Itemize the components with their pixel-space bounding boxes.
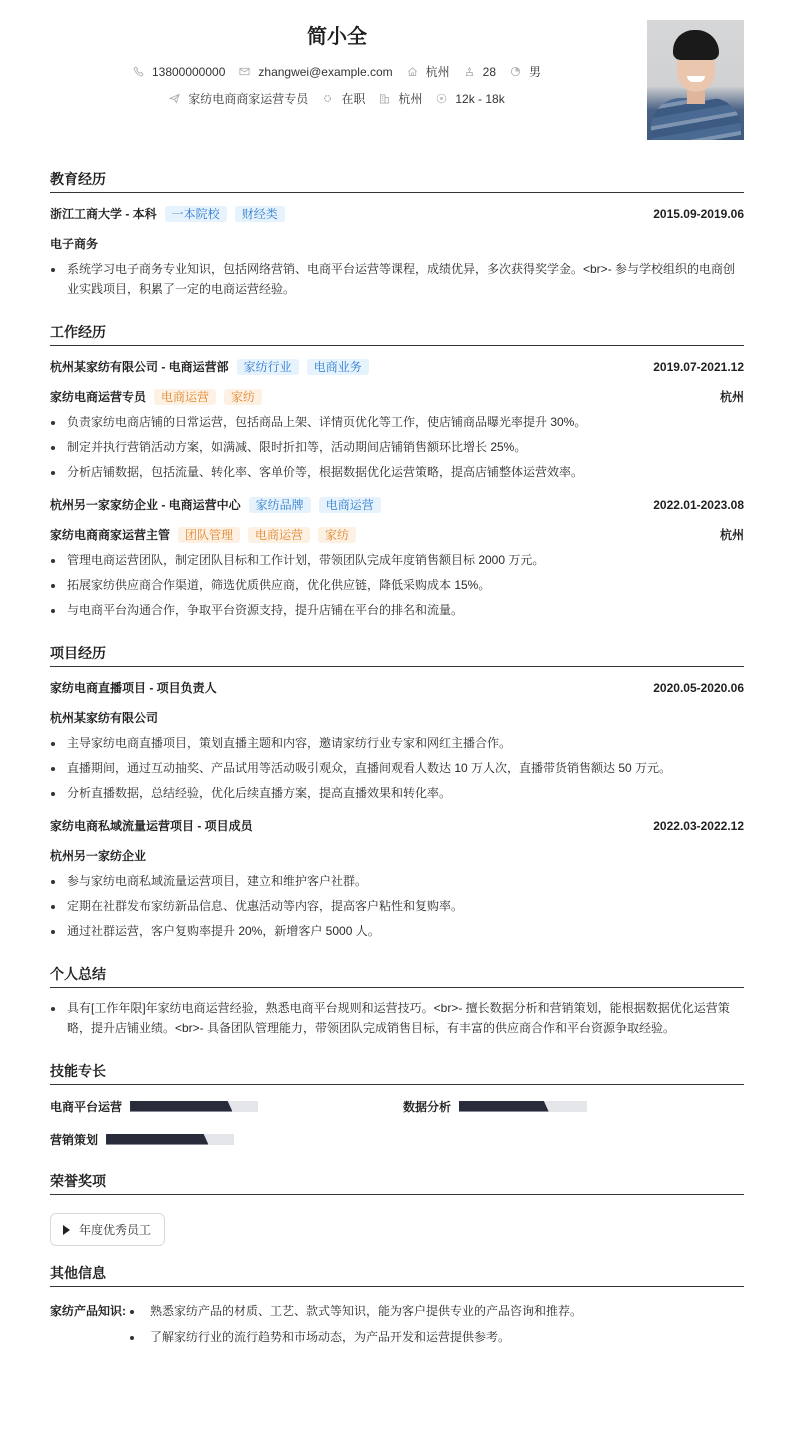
contact-phone [133, 65, 225, 79]
education-section [50, 170, 744, 299]
contact-salary [436, 92, 504, 106]
summary-bullets [50, 998, 744, 1038]
status-icon [322, 93, 333, 104]
contact-work-city [379, 90, 422, 107]
resume-header [50, 18, 744, 148]
contact-city [407, 63, 450, 80]
list-item: 具有[工作年限]年家纺电商运营经验，熟悉电商平台规则和运营技巧。<br>- 擅长数据分析和营销策划，能根据数据优化运营策略，提升店铺业绩。<br>- 具备团队管理能力，带领团队完成销售目标，有丰富的供应商合作和平台资源争取经验。 [50, 998, 744, 1038]
mail-icon [239, 66, 250, 77]
education-header-row [50, 205, 744, 223]
work-company-row [50, 358, 744, 376]
project-header-row [50, 679, 744, 697]
work-section [50, 323, 744, 620]
award-toggle[interactable] [50, 1213, 165, 1246]
company-name: 杭州某家纺有限公司 - 电商运营部 [50, 360, 229, 374]
work-location: 杭州 [719, 390, 744, 404]
contact-age [464, 65, 496, 79]
city-text: 杭州 [425, 65, 450, 79]
contact-row-2 [0, 90, 674, 107]
send-icon [169, 93, 180, 104]
position-text: 家纺电商商家运营专员 [188, 92, 309, 106]
school-name: 浙江工商大学 - 本科 [50, 207, 157, 221]
project-header-row [50, 817, 744, 835]
company-tag: 家纺品牌 [249, 497, 311, 513]
list-item: 参与家纺电商私域流量运营项目，建立和维护客户社群。 [50, 871, 744, 891]
education-date: 2015.09-2019.06 [653, 207, 744, 221]
section-title: 个人总结 [50, 965, 744, 988]
role-tag: 家纺 [224, 389, 262, 405]
project-name: 家纺电商直播项目 - 项目负责人 [50, 681, 217, 695]
skill-item [50, 1130, 403, 1148]
list-item: 通过社群运营，客户复购率提升 20%，新增客户 5000 人。 [50, 921, 744, 941]
company-tag: 家纺行业 [237, 359, 299, 375]
work-role-row [50, 526, 744, 544]
award-label: 年度优秀员工 [79, 1223, 152, 1237]
other-item [50, 1301, 744, 1353]
skill-bar [130, 1101, 258, 1112]
list-item: 了解家纺行业的流行趋势和市场动态，为产品开发和运营提供参考。 [128, 1327, 582, 1347]
list-item: 分析直播数据，总结经验，优化后续直播方案，提高直播效果和转化率。 [50, 783, 744, 803]
skill-fill [459, 1101, 549, 1112]
section-title: 教育经历 [50, 170, 744, 193]
salary-text: 12k - 18k [455, 91, 505, 106]
phone-icon [133, 66, 144, 77]
skill-bar [106, 1134, 234, 1145]
role-tag: 团队管理 [178, 527, 240, 543]
age-icon [464, 66, 475, 77]
email-text: zhangwei@example.com [258, 64, 393, 79]
work-company-row [50, 496, 744, 514]
work-bullets [50, 550, 744, 620]
list-item: 拓展家纺供应商合作渠道，筛选优质供应商，优化供应链，降低采购成本 15%。 [50, 575, 744, 595]
contact-row-1 [0, 63, 674, 80]
other-section [50, 1264, 744, 1353]
work-date: 2022.01-2023.08 [653, 498, 744, 512]
project-bullets [50, 733, 744, 803]
list-item: 系统学习电子商务专业知识，包括网络营销、电商平台运营等课程，成绩优异，多次获得奖学金。<br>- 参与学校组织的电商创业实践项目，积累了一定的电商运营经验。 [50, 259, 744, 299]
projects-section [50, 644, 744, 941]
company-tag: 电商业务 [307, 359, 369, 375]
section-title: 技能专长 [50, 1062, 744, 1085]
company-tag: 电商运营 [319, 497, 381, 513]
list-item: 直播期间，通过互动抽奖、产品试用等活动吸引观众，直播间观看人数达 10 万人次，直播带货销售额达 50 万元。 [50, 758, 744, 778]
other-label: 家纺产品知识: [50, 1304, 126, 1318]
section-title: 项目经历 [50, 644, 744, 667]
list-item: 管理电商运营团队，制定团队目标和工作计划，带领团队完成年度销售额目标 2000 万元。 [50, 550, 744, 570]
contact-gender [510, 63, 541, 80]
skill-label: 营销策划 [50, 1132, 99, 1147]
phone-text: 13800000000 [151, 64, 226, 79]
caret-right-icon [63, 1225, 70, 1235]
awards-section [50, 1172, 744, 1246]
role-name: 家纺电商运营专员 [50, 390, 147, 404]
skill-label: 电商平台运营 [50, 1099, 123, 1114]
contact-position [169, 90, 308, 107]
list-item: 制定并执行营销活动方案，如满减、限时折扣等，活动期间店铺销售额环比增长 25%。 [50, 437, 744, 457]
role-name: 家纺电商商家运营主管 [50, 528, 171, 542]
school-tag: 财经类 [235, 206, 285, 222]
age-text: 28 [482, 64, 497, 79]
list-item: 与电商平台沟通合作，争取平台资源支持，提升店铺在平台的排名和流量。 [50, 600, 744, 620]
role-tag: 电商运营 [154, 389, 216, 405]
skill-bar [459, 1101, 587, 1112]
role-tag: 家纺 [318, 527, 356, 543]
list-item: 主导家纺电商直播项目，策划直播主题和内容，邀请家纺行业专家和网红主播合作。 [50, 733, 744, 753]
skills-grid [50, 1097, 744, 1148]
section-title: 其他信息 [50, 1264, 744, 1287]
skill-item [50, 1097, 403, 1115]
contact-email [239, 65, 392, 79]
section-title: 工作经历 [50, 323, 744, 346]
skills-section [50, 1062, 744, 1148]
gender-icon [510, 66, 521, 77]
work-bullets [50, 412, 744, 482]
role-tag: 电商运营 [248, 527, 310, 543]
list-item: 熟悉家纺产品的材质、工艺、款式等知识，能为客户提供专业的产品咨询和推荐。 [128, 1301, 582, 1321]
project-name: 家纺电商私域流量运营项目 - 项目成员 [50, 819, 253, 833]
company-name: 杭州另一家家纺企业 - 电商运营中心 [50, 498, 241, 512]
project-date: 2022.03-2022.12 [653, 819, 744, 833]
summary-section [50, 965, 744, 1038]
list-item: 分析店铺数据，包括流量、转化率、客单价等，根据数据优化运营策略，提高店铺整体运营效率。 [50, 462, 744, 482]
project-bullets [50, 871, 744, 941]
list-item: 负责家纺电商店铺的日常运营，包括商品上架、详情页优化等工作，使店铺商品曝光率提升 30%。 [50, 412, 744, 432]
major: 电子商务 [50, 237, 99, 251]
list-item: 定期在社群发布家纺新品信息、优惠活动等内容，提高客户粘性和复购率。 [50, 896, 744, 916]
candidate-name: 简小全 [307, 26, 367, 48]
school-tag: 一本院校 [165, 206, 227, 222]
gender-text: 男 [529, 65, 542, 79]
skill-label: 数据分析 [403, 1099, 452, 1114]
project-org: 杭州另一家纺企业 [50, 849, 147, 863]
project-org: 杭州某家纺有限公司 [50, 711, 159, 725]
skill-fill [130, 1101, 232, 1112]
skill-item [403, 1097, 744, 1115]
education-bullets [50, 259, 744, 299]
work-location: 杭州 [719, 528, 744, 542]
project-date: 2020.05-2020.06 [653, 681, 744, 695]
other-bullets [128, 1301, 582, 1353]
skill-fill [106, 1134, 208, 1145]
avatar-photo [647, 20, 744, 140]
contact-status [322, 90, 365, 107]
home-icon [407, 66, 418, 77]
section-title: 荣誉奖项 [50, 1172, 744, 1195]
work-date: 2019.07-2021.12 [653, 360, 744, 374]
status-text: 在职 [341, 92, 366, 106]
work-city-text: 杭州 [398, 92, 423, 106]
building-icon [379, 93, 390, 104]
salary-icon [436, 93, 447, 104]
work-role-row [50, 388, 744, 406]
